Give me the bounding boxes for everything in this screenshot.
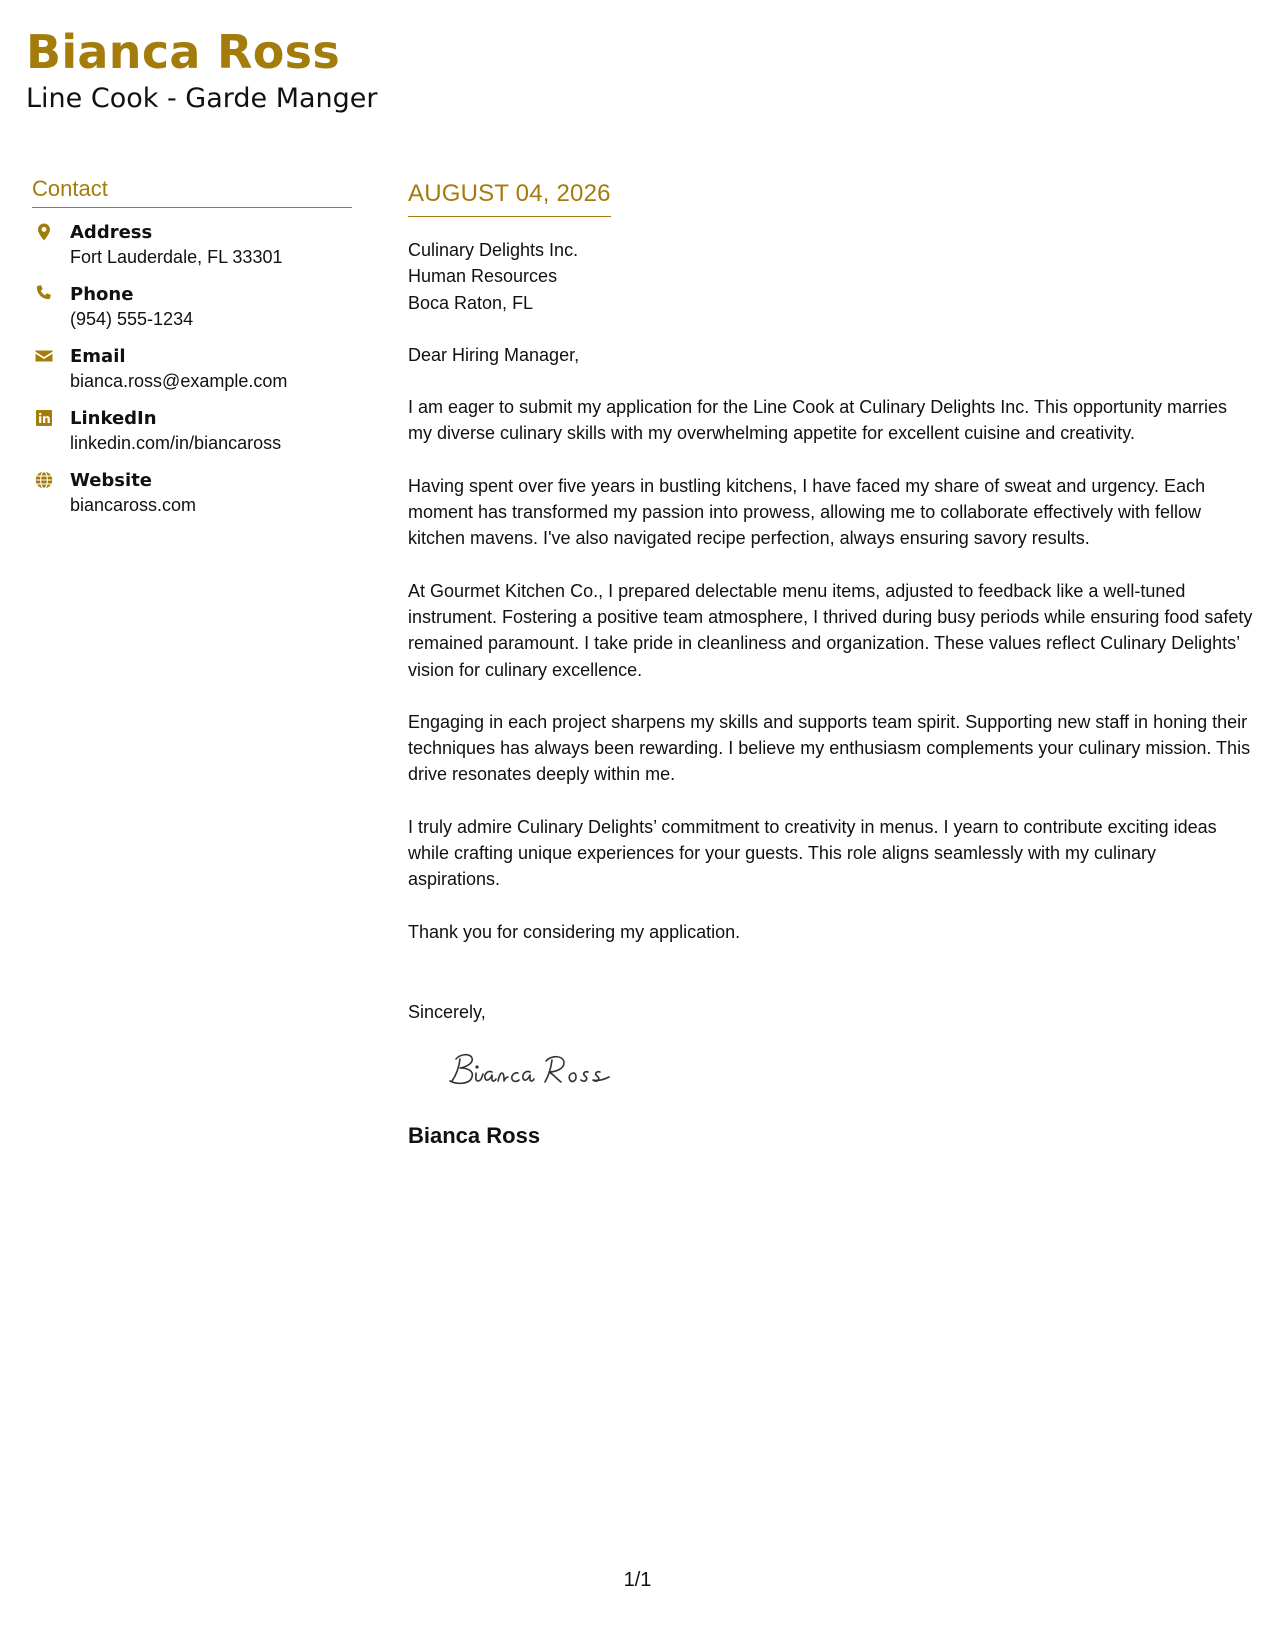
signer-name: Bianca Ross: [408, 1123, 541, 1149]
letter-date: AUGUST 04, 2026: [408, 178, 611, 217]
contact-value[interactable]: biancaross.com: [70, 495, 197, 515]
globe-icon: [34, 470, 54, 490]
contact-item-phone: [32, 282, 352, 332]
map-pin-icon: [34, 222, 54, 242]
contact-item-linkedin: [32, 406, 352, 456]
recipient-line: Culinary Delights Inc.: [408, 240, 579, 260]
contact-item-email: [32, 344, 352, 394]
phone-icon: [34, 284, 54, 304]
greeting: Dear Hiring Manager,: [408, 344, 580, 365]
contact-sidebar: [32, 175, 352, 530]
letter-paragraph: At Gourmet Kitchen Co., I prepared delectable menu items, adjusted to feedback like a well-tuned instrument. Fostering a positive team atmosphere, I thrived during busy periods while ensuring food safety remained paramount. I take pride in cleanliness and organization. These values reflect Culinary Delights’ vision for culinary excellence.: [408, 580, 1253, 680]
contact-label: Email: [70, 346, 126, 367]
contact-value[interactable]: linkedin.com/in/biancaross: [70, 433, 282, 453]
letter-paragraph: I truly admire Culinary Delights’ commitment to creativity in menus. I yearn to contribute exciting ideas while crafting unique experiences for your guests. This role aligns seamlessly with my culinary aspirations.: [408, 816, 1217, 890]
contact-value: (954) 555-1234: [70, 309, 194, 329]
letter-paragraph: Having spent over five years in bustling kitchens, I have faced my share of sweat and urgency. Each moment has transformed my passion into prowess, allowing me to collaborate effectively with fellow kitchen mavens. I've also navigated recipe perfection, always ensuring savory results.: [408, 475, 1206, 549]
letter-paragraph: Engaging in each project sharpens my skills and supports team spirit. Supporting new staff in honing their techniques has always been rewarding. I believe my enthusiasm complements your culinary mission. This drive resonates deeply within me.: [408, 711, 1251, 785]
contact-item-website: [32, 468, 352, 518]
contact-label: Address: [70, 222, 153, 243]
recipient-line: Human Resources: [408, 266, 558, 287]
resume-header: [26, 22, 378, 116]
recipient-block: [408, 237, 1253, 316]
page-number: 1/1: [623, 1569, 652, 1591]
applicant-name: Bianca Ross: [26, 25, 341, 79]
contact-label: LinkedIn: [70, 408, 157, 429]
contact-label: Phone: [70, 284, 134, 305]
closing: Sincerely,: [408, 1001, 486, 1022]
contact-value: Fort Lauderdale, FL 33301: [70, 247, 283, 267]
linkedin-icon: [34, 408, 54, 428]
contact-item-address: [32, 220, 352, 270]
cover-letter-body: [408, 178, 1253, 1151]
letter-paragraph: Thank you for considering my application.: [408, 921, 741, 942]
handwritten-signature: [442, 1045, 1253, 1115]
letter-paragraph: I am eager to submit my application for the Line Cook at Culinary Delights Inc. This opportunity marries my diverse culinary skills with my overwhelming appetite for excellent cuisine and creativity.: [408, 397, 1228, 444]
contact-heading: Contact: [32, 175, 352, 208]
contact-label: Website: [70, 470, 153, 491]
contact-value[interactable]: bianca.ross@example.com: [70, 371, 288, 391]
recipient-line: Boca Raton, FL: [408, 292, 534, 313]
envelope-icon: [34, 346, 54, 366]
job-title: Line Cook - Garde Manger: [26, 83, 378, 114]
